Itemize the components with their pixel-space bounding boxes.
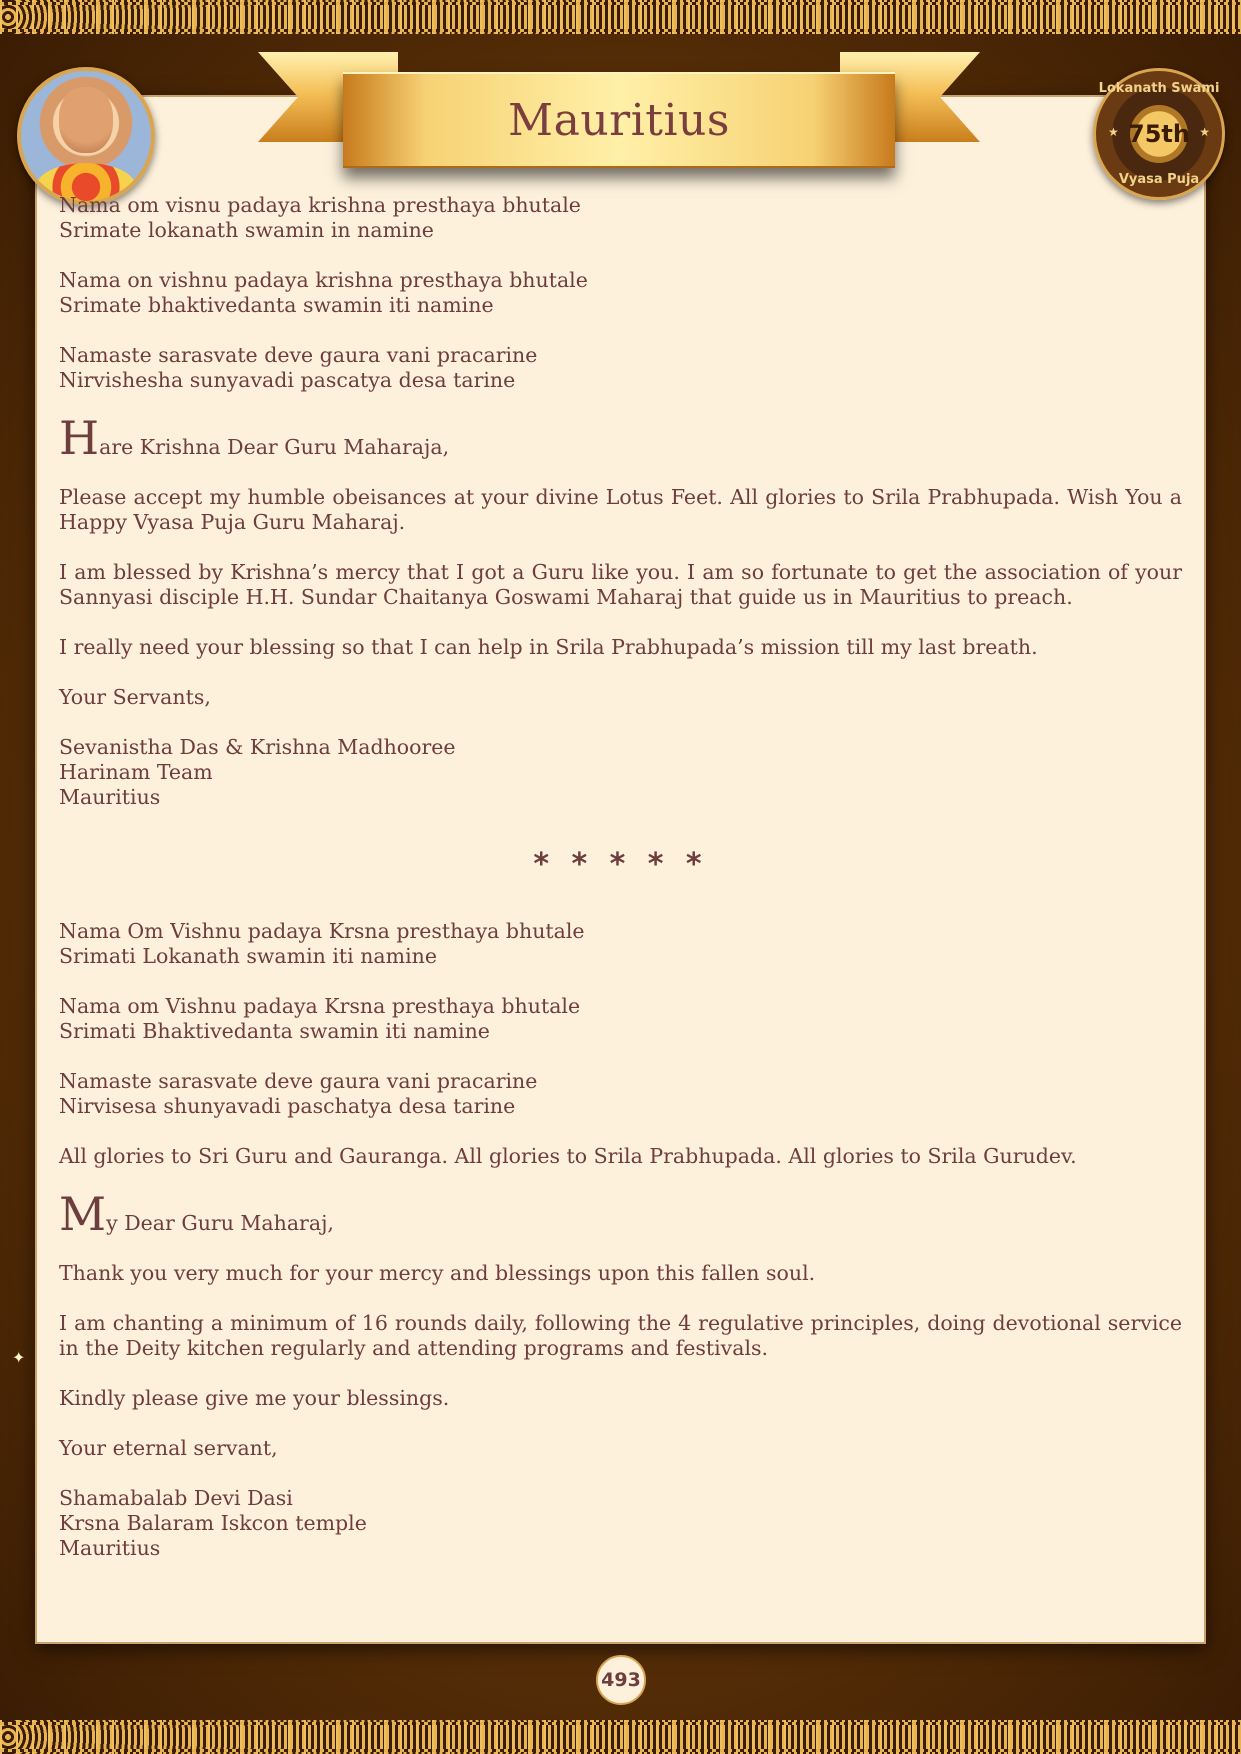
top-decorative-border [0,0,1241,34]
letter-paragraph: Please accept my humble obeisances at your divine Lotus Feet. All glories to Srila Prabhupada. Wish You a Happy Vyasa Puja Guru Maharaj. [59,485,1182,534]
prayer-verse: Nama om Vishnu padaya Krsna presthaya bhutale Srimati Bhaktivedanta swamin iti namine [59,994,581,1043]
prayer-verse: Nama on vishnu padaya krishna presthaya bhutale Srimate bhaktivedanta swamin iti namine [59,268,588,317]
letter-paragraph: I really need your blessing so that I can help in Srila Prabhupada’s mission till my last breath. [59,635,1038,659]
star-icon: ★ [1108,125,1119,139]
letter-paragraph: Thank you very much for your mercy and blessings upon this fallen soul. [59,1261,816,1285]
section-separator: * * * * * [533,847,708,882]
drop-cap: M [59,1187,107,1241]
page-content [59,193,1182,1586]
vyasa-puja-75th-seal [1093,68,1225,200]
prayer-verse: Namaste sarasvate deve gaura vani pracarine Nirvishesha sunyavadi pascatya desa tarine [59,343,538,392]
prayer-verse: Nama om visnu padaya krishna presthaya bhutale Srimate lokanath swamin in namine [59,193,581,242]
letter-signature: Shamabalab Devi Dasi Krsna Balaram Iskcon temple Mauritius [59,1486,367,1560]
prayer-verse: Nama Om Vishnu padaya Krsna presthaya bhutale Srimati Lokanath swamin iti namine [59,919,585,968]
seal-top-text: Lokanath Swami [1098,81,1220,96]
prayer-verse: Namaste sarasvate deve gaura vani pracarine Nirvisesa shunyavadi paschatya desa tarine [59,1069,538,1118]
letter-paragraph: I am chanting a minimum of 16 rounds daily, following the 4 regulative principles, doing devotional service in the Deity kitchen regularly and attending programs and festivals. [59,1311,1182,1360]
letter-paragraph: I am blessed by Krishna’s mercy that I got a Guru like you. I am so fortunate to get the association of your Sannyasi disciple H.H. Sundar Chaitanya Goswami Maharaj that guide us in Mauritius to preach. [59,560,1182,609]
seal-number: 75th [1130,105,1188,163]
letter-paragraph: Kindly please give me your blessings. [59,1386,450,1410]
letter-signature: Sevanistha Das & Krishna Madhooree Harinam Team Mauritius [59,735,456,809]
letter-closing: Your eternal servant, [59,1436,278,1460]
letter-salutation: My Dear Guru Maharaj, [59,1187,334,1241]
drop-cap: H [59,411,100,465]
page-number: 493 [596,1655,646,1705]
guru-portrait-avatar [17,67,155,205]
glories-line: All glories to Sri Guru and Gauranga. All glories to Srila Prabhupada. All glories to Srila Gurudev. [59,1144,1077,1168]
bottom-decorative-border [0,1720,1241,1754]
title-ribbon [258,50,980,170]
page-title: Mauritius [508,94,730,146]
sparkle-icon: ✦ [12,1348,26,1367]
letter-salutation: Hare Krishna Dear Guru Maharaja, [59,411,450,465]
seal-bottom-text: Vyasa Puja [1118,172,1200,187]
star-icon: ★ [1199,125,1210,139]
ribbon-banner [343,72,895,168]
letter-closing: Your Servants, [59,685,211,709]
